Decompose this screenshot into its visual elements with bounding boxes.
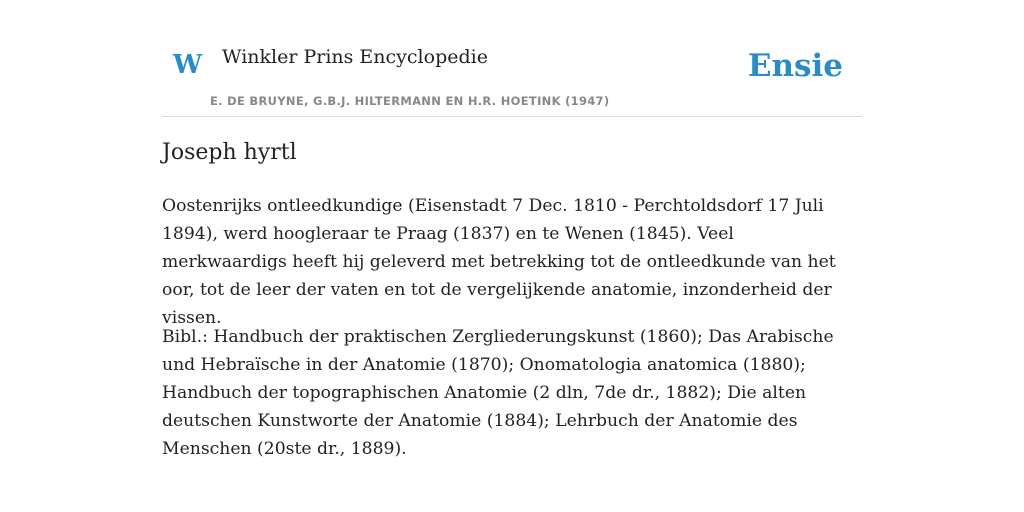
ensie-logo[interactable]: Ensie — [747, 48, 843, 84]
authors-line: E. DE BRUYNE, G.B.J. HILTERMANN EN H.R. HOETINK (1947) — [210, 94, 610, 108]
article-paragraph-bibliography: Bibl.: Handbuch der praktischen Zergliederungskunst (1860); Das Arabische und Hebraïsche in der Anatomie (1870); Onomatologia anatomica (1880); Handbuch der topographischen Anatomie (2 dln, 7de dr., 1882); Die alten deutschen Kunstworte der Anatomie (1884); Lehrbuch der Anatomie des Menschen (20ste dr., 1889). — [162, 327, 834, 459]
header — [162, 0, 862, 117]
article-title: Joseph hyrtl — [162, 140, 297, 165]
logo-w-icon[interactable]: W — [173, 50, 203, 80]
page-container — [162, 0, 862, 459]
article-paragraph-description: Oostenrijks ontleedkundige (Eisenstadt 7 Dec. 1810 - Perchtoldsdorf 17 Juli 1894), werd hoogleraar te Praag (1837) en te Wenen (1845). Veel merkwaardigs heeft hij geleverd met betrekking tot de ontleedkunde van het oor, tot de leer der vaten en tot de vergelijkende anatomie, inzonderheid der vissen. — [162, 196, 836, 328]
publication-title[interactable]: Winkler Prins Encyclopedie — [222, 46, 488, 68]
